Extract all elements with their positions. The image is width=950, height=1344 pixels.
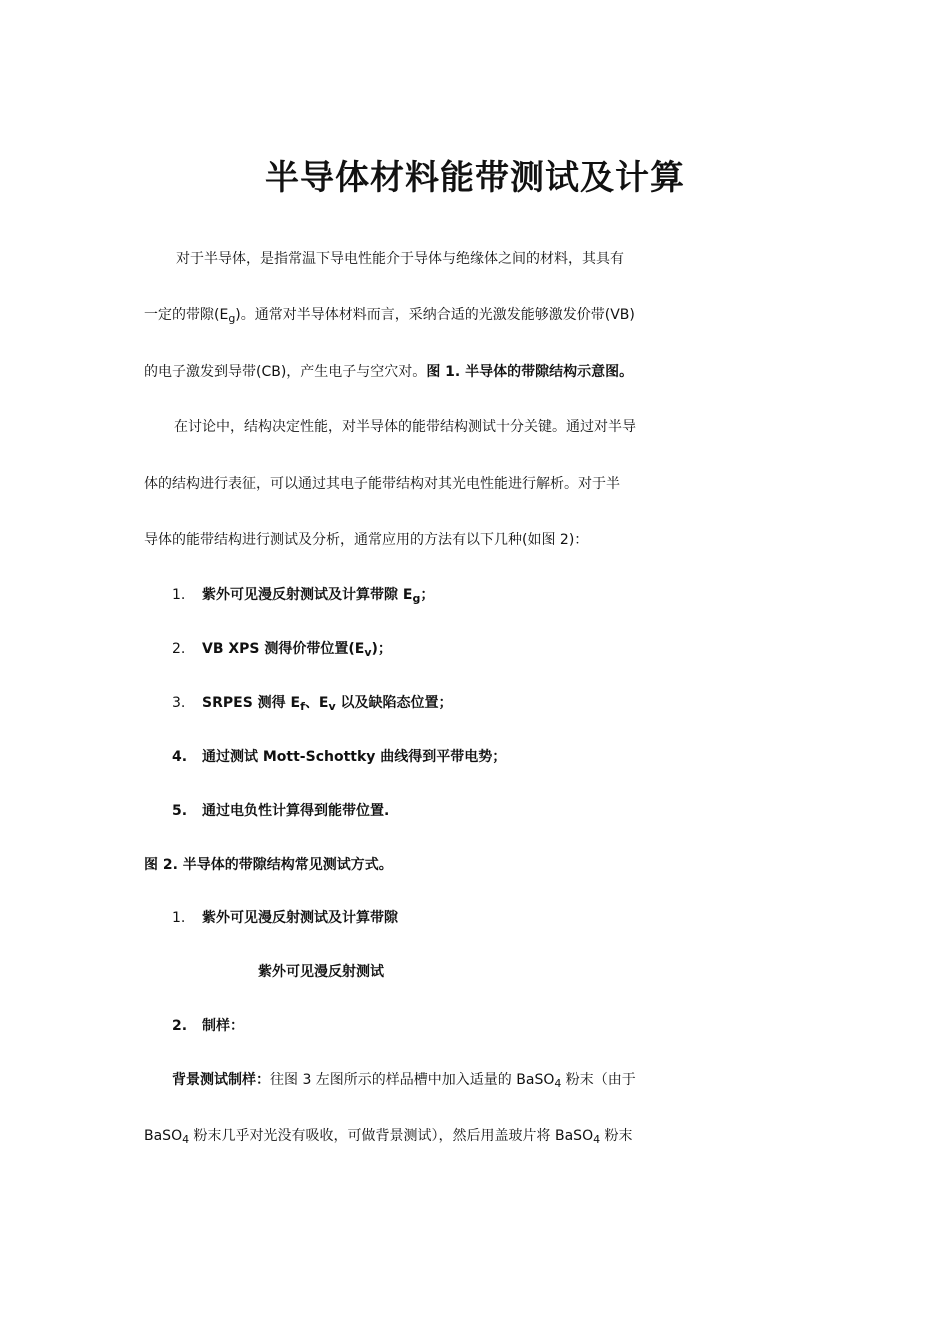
section-heading-2 [144, 1012, 842, 1040]
list-number: 5. [172, 803, 188, 819]
section-label: 紫外可见漫反射测试及计算带隙 [202, 910, 398, 926]
text-span: 一定的带隙(E [144, 307, 229, 323]
section-number: 1. [172, 910, 186, 926]
section-number: 2. [172, 1018, 188, 1034]
list-item [144, 797, 842, 825]
inline-heading: 背景测试制样： [172, 1072, 270, 1088]
figure-1-caption: 图 1. 半导体的带隙结构示意图。 [426, 364, 634, 380]
text-span: ； [420, 587, 435, 603]
text-span: 对于半导体，是指常温下导电性能介于导体与绝缘体之间的材料，其具有 [176, 251, 624, 267]
paragraph-1-line-1 [144, 245, 814, 273]
text-span: 通过测试 Mott-Schottky 曲线得到平带电势； [202, 749, 507, 765]
text-span: 、E [304, 695, 329, 711]
subscript: 4 [593, 1133, 601, 1146]
list-item [144, 743, 842, 771]
subscript: 4 [554, 1077, 562, 1090]
text-span: )； [371, 641, 392, 657]
list-item [144, 689, 842, 717]
text-span: 在讨论中，结构决定性能，对半导体的能带结构测试十分关键。通过对半导 [174, 419, 636, 435]
text-span: 通过电负性计算得到能带位置. [202, 803, 390, 819]
text-span: 粉末 [600, 1128, 633, 1144]
text-span: 以及缺陷态位置； [335, 695, 453, 711]
subscript: g [412, 592, 421, 605]
subscript: v [328, 700, 336, 713]
text-span: VB XPS 测得价带位置(E [202, 641, 365, 657]
subscript: 4 [182, 1133, 190, 1146]
paragraph-3-line-2 [144, 1122, 814, 1150]
text-span: 导体的能带结构进行测试及分析，通常应用的方法有以下几种(如图 2)： [144, 532, 589, 548]
figure-2-caption: 图 2. 半导体的带隙结构常见测试方式。 [144, 857, 393, 873]
text-span: 往图 3 左图所示的样品槽中加入适量的 BaSO [270, 1072, 555, 1088]
paragraph-2-line-1 [144, 413, 844, 441]
text-span: 的电子激发到导带(CB)，产生电子与空穴对。 [144, 364, 427, 380]
list-item [144, 581, 842, 609]
text-span: 紫外可见漫反射测试及计算带隙 E [202, 587, 413, 603]
paragraph-3-line-1 [144, 1066, 814, 1094]
subsection-heading: 紫外可见漫反射测试 [258, 964, 384, 980]
paragraph-2-line-3 [144, 526, 814, 554]
text-span: BaSO [144, 1128, 183, 1144]
subscript: g [228, 312, 236, 325]
list-item [144, 635, 842, 663]
section-heading-1 [144, 904, 842, 932]
paragraph-2-line-2 [144, 470, 814, 498]
list-number: 1. [172, 587, 186, 603]
text-span: 粉末（由于 [561, 1072, 636, 1088]
list-number: 4. [172, 749, 188, 765]
subscript: v [364, 646, 372, 659]
text-span: 体的结构进行表征，可以通过其电子能带结构对其光电性能进行解析。对于半 [144, 476, 620, 492]
list-number: 2. [172, 641, 186, 657]
paragraph-1-line-2 [144, 301, 814, 329]
text-span: 粉末几乎对光没有吸收，可做背景测试），然后用盖玻片将 BaSO [189, 1128, 594, 1144]
list-number: 3. [172, 695, 186, 711]
text-span: SRPES 测得 E [202, 695, 301, 711]
text-span: )。通常对半导体材料而言，采纳合适的光激发能够激发价带(VB) [235, 307, 635, 323]
document-title: 半导体材料能带测试及计算 [265, 158, 685, 198]
paragraph-1-line-3 [144, 358, 814, 386]
subscript: f [300, 700, 305, 713]
section-label: 制样： [202, 1018, 244, 1034]
